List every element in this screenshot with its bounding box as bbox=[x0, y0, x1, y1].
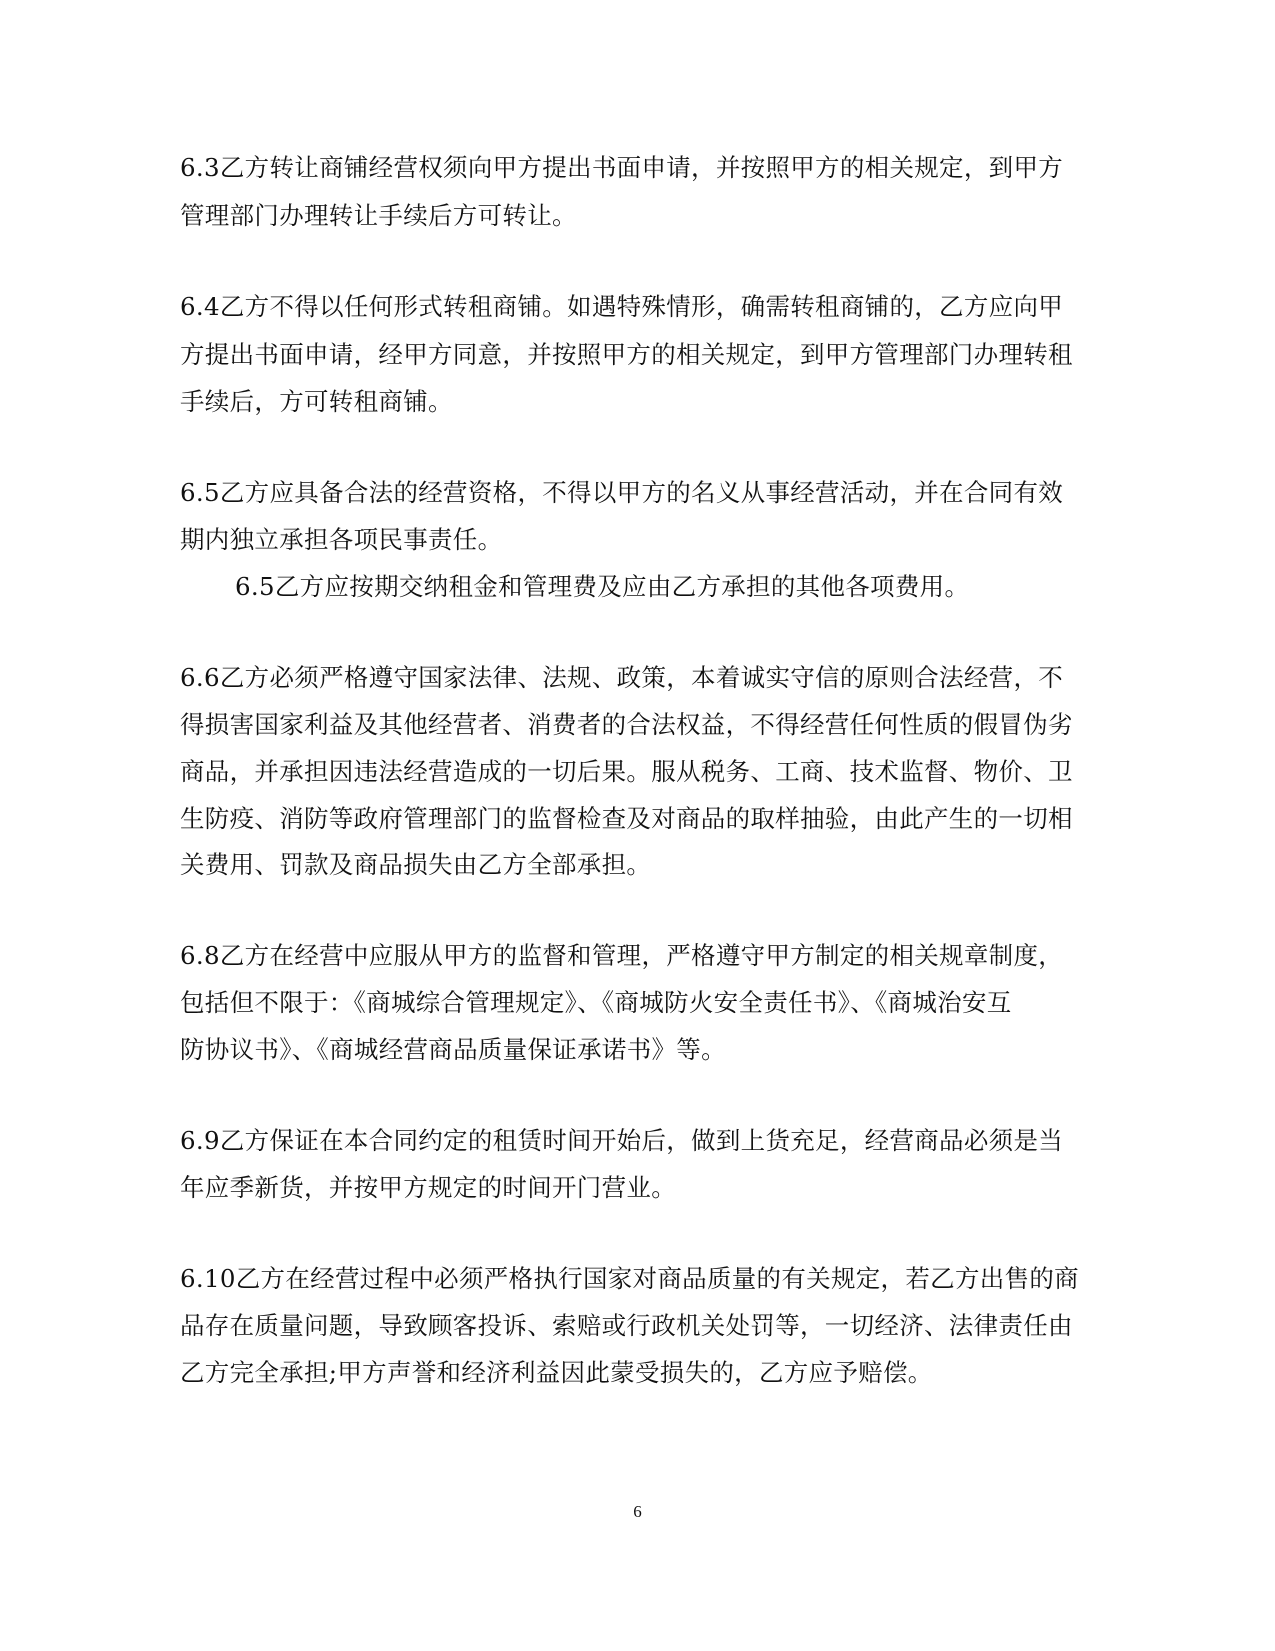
clause-6-8-line-1: 6.8乙方在经营中应服从甲方的监督和管理，严格遵守甲方制定的相关规章制度， bbox=[180, 941, 1064, 970]
clause-6-5b-line-1: 6.5乙方应按期交纳租金和管理费及应由乙方承担的其他各项费用。 bbox=[235, 572, 970, 601]
clause-6-4-line-2: 方提出书面申请，经甲方同意，并按照甲方的相关规定，到甲方管理部门办理转租 bbox=[180, 340, 1073, 369]
clause-6-10-line-3: 乙方完全承担;甲方声誉和经济利益因此蒙受损失的，乙方应予赔偿。 bbox=[180, 1358, 933, 1387]
clause-6-3-line-2: 管理部门办理转让手续后方可转让。 bbox=[180, 201, 577, 230]
clause-6-3-line-1: 6.3乙方转让商铺经营权须向甲方提出书面申请，并按照甲方的相关规定，到甲方 bbox=[180, 153, 1064, 182]
clause-6-10-line-1: 6.10乙方在经营过程中必须严格执行国家对商品质量的有关规定，若乙方出售的商 bbox=[180, 1264, 1079, 1293]
page-number: 6 bbox=[633, 1502, 642, 1521]
clause-6-10-line-2: 品存在质量问题，导致顾客投诉、索赔或行政机关处罚等，一切经济、法律责任由 bbox=[180, 1311, 1073, 1340]
clause-6-9-line-2: 年应季新货，并按甲方规定的时间开门营业。 bbox=[180, 1173, 676, 1202]
clause-6-4-line-3: 手续后，方可转租商铺。 bbox=[180, 387, 453, 416]
clause-6-9-line-1: 6.9乙方保证在本合同约定的租赁时间开始后，做到上货充足，经营商品必须是当 bbox=[180, 1126, 1064, 1155]
clause-6-6-line-1: 6.6乙方必须严格遵守国家法律、法规、政策，本着诚实守信的原则合法经营，不 bbox=[180, 663, 1064, 692]
clause-6-8-line-2: 包括但不限于：《商城综合管理规定》、《商城防火安全责任书》、《商城治安互 bbox=[180, 988, 1012, 1017]
clause-6-8-line-3: 防协议书》、《商城经营商品质量保证承诺书》等。 bbox=[180, 1035, 726, 1064]
clause-6-6-line-5: 关费用、罚款及商品损失由乙方全部承担。 bbox=[180, 850, 652, 879]
clause-6-5-line-1: 6.5乙方应具备合法的经营资格，不得以甲方的名义从事经营活动，并在合同有效 bbox=[180, 478, 1064, 507]
clause-6-5-line-2: 期内独立承担各项民事责任。 bbox=[180, 525, 503, 554]
clause-6-6-line-3: 商品，并承担因违法经营造成的一切后果。服从税务、工商、技术监督、物价、卫 bbox=[180, 757, 1073, 786]
clause-6-4-line-1: 6.4乙方不得以任何形式转租商铺。如遇特殊情形，确需转租商铺的，乙方应向甲 bbox=[180, 292, 1064, 321]
clause-6-6-line-4: 生防疫、消防等政府管理部门的监督检查及对商品的取样抽验，由此产生的一切相 bbox=[180, 804, 1073, 833]
clause-6-6-line-2: 得损害国家利益及其他经营者、消费者的合法权益，不得经营任何性质的假冒伪劣 bbox=[180, 710, 1073, 739]
